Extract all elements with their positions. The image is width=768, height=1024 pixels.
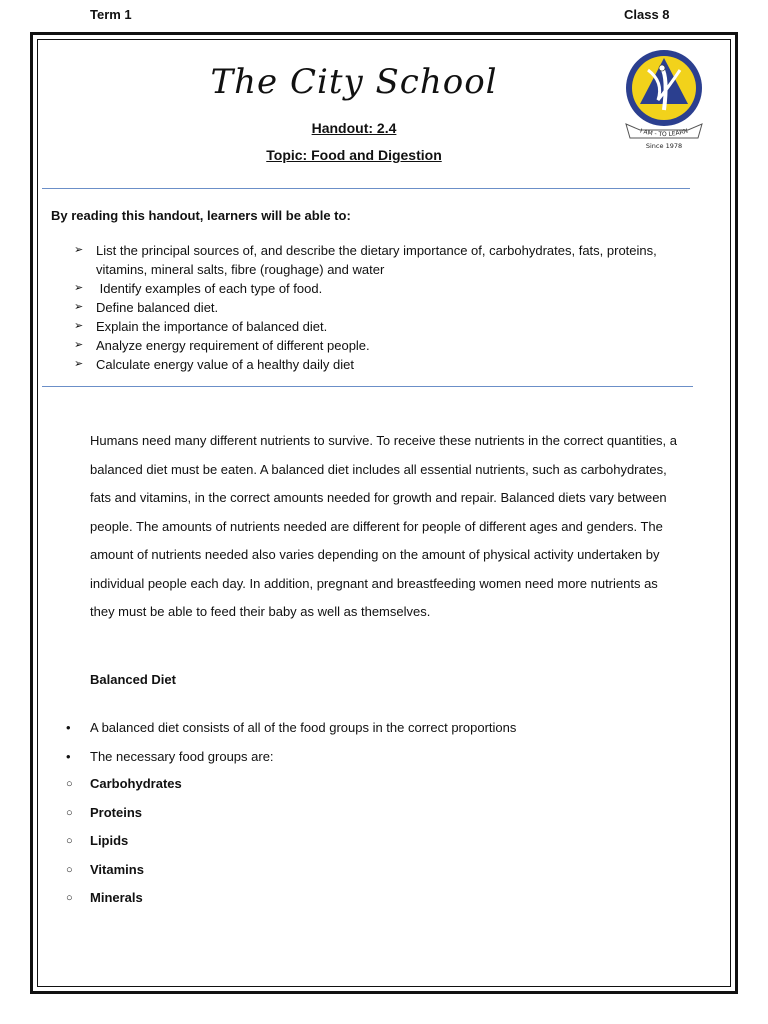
divider-top: [42, 188, 690, 189]
arrow-bullet-icon: ➢: [74, 358, 84, 370]
logo-motto: I AM - TO LEARN: [639, 127, 689, 139]
objective-item: [74, 241, 674, 279]
objective-item: [74, 298, 674, 317]
food-groups-list: [66, 770, 182, 913]
bullet-icon: •: [66, 720, 71, 735]
point-text: A balanced diet consists of all of the food groups in the correct proportions: [90, 720, 517, 735]
arrow-bullet-icon: ➢: [74, 301, 84, 313]
food-group-carbohydrates: Carbohydrates: [90, 776, 182, 791]
objectives-heading: By reading this handout, learners will be able to:: [51, 208, 351, 223]
logo-since: Since 1978: [645, 142, 683, 150]
circle-bullet-icon: ○: [66, 835, 73, 847]
bullet-icon: •: [66, 748, 71, 764]
term-label: Term 1: [90, 7, 132, 22]
divider-bottom: [42, 386, 693, 387]
food-group-item: [66, 770, 182, 799]
objective-text: Define balanced diet.: [96, 300, 219, 315]
topic-title: Topic: Food and Digestion: [266, 147, 442, 163]
arrow-bullet-icon: ➢: [74, 339, 84, 351]
list-item: [66, 743, 516, 772]
handout-number: Handout: 2.4: [311, 120, 397, 136]
circle-bullet-icon: ○: [66, 806, 73, 819]
food-group-item: [66, 799, 182, 828]
circle-bullet-icon: ○: [66, 863, 73, 876]
objective-text: List the principal sources of, and describe the dietary importance of, carbohydrates, fats, proteins, vitamins, mineral salts, fibre (roughage) and water: [96, 243, 657, 277]
balanced-diet-points: [66, 714, 516, 771]
food-group-item: [66, 856, 182, 885]
objective-item: [74, 317, 674, 336]
circle-bullet-icon: ○: [66, 778, 73, 790]
arrow-bullet-icon: ➢: [74, 320, 84, 332]
food-group-item: [66, 827, 182, 856]
food-group-proteins: Proteins: [90, 804, 143, 820]
objective-text: Explain the importance of balanced diet.: [96, 319, 328, 334]
objective-item: [74, 279, 674, 298]
school-crest-logo: [618, 48, 710, 152]
food-group-lipids: Lipids: [90, 833, 129, 848]
food-group-vitamins: Vitamins: [90, 861, 144, 877]
intro-paragraph: Humans need many different nutrients to survive. To receive these nutrients in the correct quantities, a balanced diet must be eaten. A balanced diet includes all essential nutrients, such as carbohydrates, fats and vitamins, in the correct amounts needed for growth and repair. Balanced diets vary between people. The amounts of nutrients needed are different for people of different ages and genders. The amount of nutrients needed also varies depending on the amount of physical activity undertaken by individual people each day. In addition, pregnant and breastfeeding women need more nutrients as they must be able to feed their baby as well as themselves.: [90, 433, 677, 619]
objective-text: Calculate energy value of a healthy daily diet: [96, 357, 354, 372]
circle-bullet-icon: ○: [66, 892, 73, 904]
objective-item: [74, 355, 674, 374]
list-item: [66, 714, 516, 743]
school-name: The City School: [210, 62, 498, 102]
objective-text: Analyze energy requirement of different people.: [96, 338, 370, 353]
balanced-diet-heading: Balanced Diet: [90, 672, 176, 687]
point-text: The necessary food groups are:: [90, 748, 274, 764]
arrow-bullet-icon: ➢: [74, 244, 84, 256]
arrow-bullet-icon: ➢: [74, 282, 84, 294]
objective-text: Identify examples of each type of food.: [96, 281, 323, 296]
food-group-item: [66, 884, 182, 913]
class-label: Class 8: [624, 7, 670, 22]
objectives-list: [74, 241, 674, 374]
food-group-minerals: Minerals: [90, 890, 143, 905]
objective-item: [74, 336, 674, 355]
